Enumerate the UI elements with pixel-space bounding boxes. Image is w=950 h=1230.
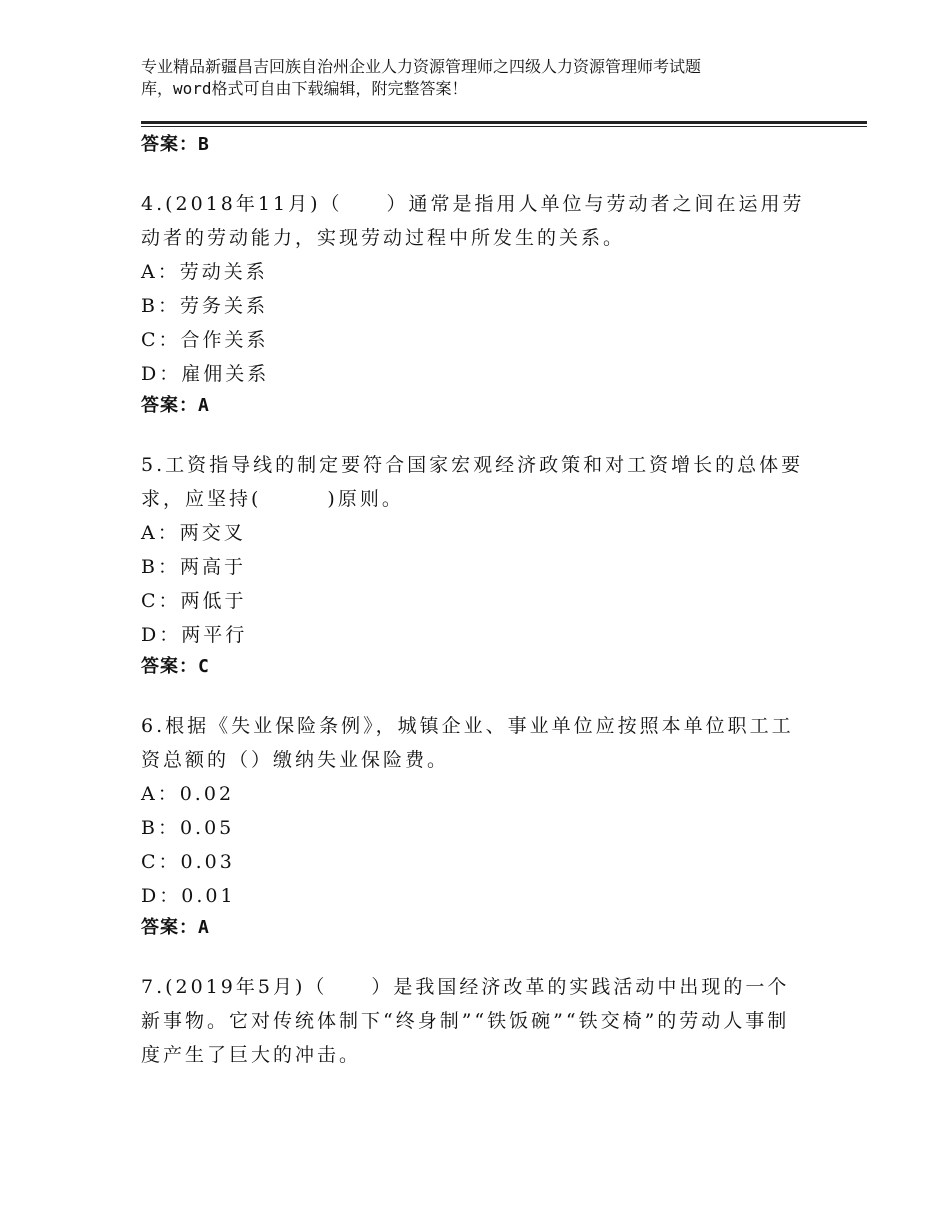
answer-line: [141, 652, 811, 682]
option-a: A：0.02: [141, 783, 235, 805]
answer-line: [141, 913, 811, 943]
document-content: [141, 128, 811, 1072]
answer-line: [141, 130, 811, 160]
answer-label: 答案：: [141, 134, 198, 155]
answer-label: 答案：: [141, 917, 198, 938]
option-b: B：0.05: [141, 817, 235, 839]
option-d: D：0.01: [141, 885, 236, 907]
option-a: A：劳动关系: [141, 261, 268, 283]
question-stem: 7.(2019年5月)（ ）是我国经济改革的实践活动中出现的一个新事物。它对传统体制下“终身制”“铁饭碗”“铁交椅”的劳动人事制度产生了巨大的冲击。: [141, 976, 790, 1066]
answer-value: C: [198, 656, 210, 677]
option-c: C：合作关系: [141, 329, 269, 351]
header-line-1: 专业精品新疆昌吉回族自治州企业人力资源管理师之四级人力资源管理师考试题: [141, 57, 702, 76]
option-d: D：两平行: [141, 624, 248, 646]
header-line-2: 库，word格式可自由下载编辑，附完整答案！: [141, 79, 468, 98]
option-c: C：两低于: [141, 590, 247, 612]
option-b: B：两高于: [141, 556, 246, 578]
option-b: B：劳务关系: [141, 295, 268, 317]
option-a: A：两交叉: [141, 522, 246, 544]
answer-label: 答案：: [141, 656, 198, 677]
answer-value: A: [198, 395, 210, 416]
page-header: [141, 56, 821, 100]
question-6: [141, 709, 811, 943]
question-stem: 4.(2018年11月)（ ）通常是指用人单位与劳动者之间在运用劳动者的劳动能力，实现劳动过程中所发生的关系。: [141, 193, 805, 249]
question-5: [141, 448, 811, 682]
question-stem: 6.根据《失业保险条例》，城镇企业、事业单位应按照本单位职工工资总额的（）缴纳失业保险费。: [141, 715, 794, 771]
question-7: [141, 970, 811, 1072]
answer-line: [141, 391, 811, 421]
option-c: C：0.03: [141, 851, 235, 873]
answer-label: 答案：: [141, 395, 198, 416]
question-stem: 5.工资指导线的制定要符合国家宏观经济政策和对工资增长的总体要求，应坚持( )原则。: [141, 454, 804, 510]
question-4: [141, 187, 811, 421]
answer-value: B: [198, 134, 210, 155]
option-d: D：雇佣关系: [141, 363, 270, 385]
header-rule-thick: [141, 121, 867, 124]
answer-value: A: [198, 917, 210, 938]
header-rule-thin: [141, 126, 867, 127]
